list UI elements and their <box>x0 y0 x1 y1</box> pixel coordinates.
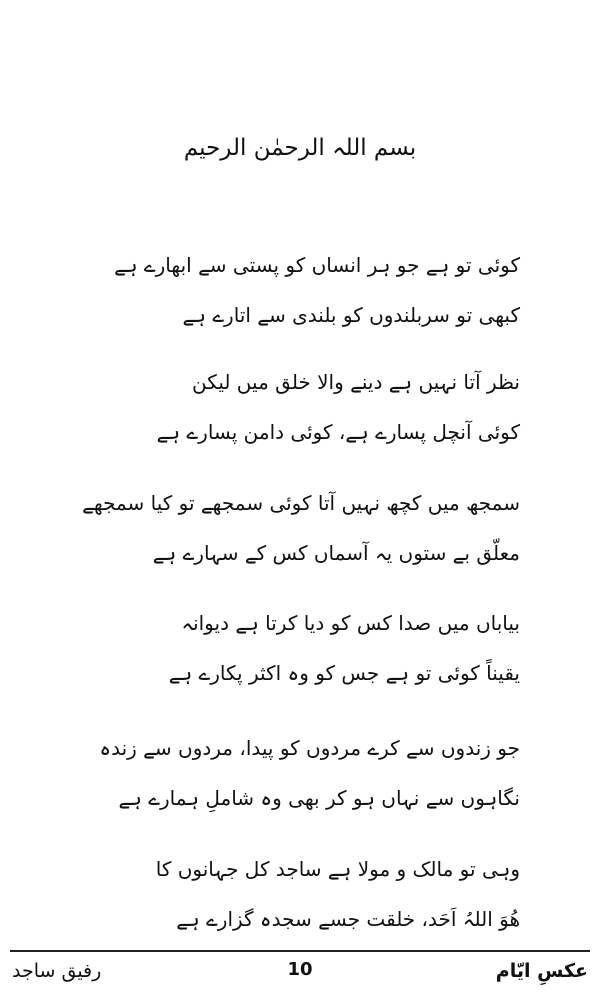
verse-line: نظر آتا نہیں ہے دینے والا خلق میں لیکن <box>192 370 520 394</box>
verse-line: جو زندوں سے کرے مردوں کو پیدا، مردوں سے زندہ <box>99 736 520 760</box>
verse-line: ھُوَ اللہُ اَحَد، خلقت جسے سجدہ گزارے ہے <box>176 907 520 931</box>
verse-line: معلّق بے ستوں یہ آسماں کس کے سہارے ہے <box>152 541 520 565</box>
verse-line: یقیناً کوئی تو ہے جس کو وہ اکثر پکارے ہے <box>168 661 520 685</box>
verse-line: کبھی تو سربلندوں کو بلندی سے اتارے ہے <box>182 303 520 327</box>
footer-book-title: عکسِ ایّام <box>495 960 588 982</box>
stanza-5 <box>100 723 520 823</box>
verse-line: نگاہوں سے نہاں ہو کر بھی وہ شاملِ ہمارے ہے <box>118 786 520 810</box>
page-number: 10 <box>287 959 313 980</box>
stanza-3 <box>82 478 520 578</box>
stanza-6 <box>100 844 520 944</box>
footer-divider <box>10 950 590 952</box>
verse-line: کوئی تو ہے جو ہر انساں کو پستی سے ابھارے ہے <box>114 253 520 277</box>
verse-line: سمجھ میں کچھ نہیں آتا کوئی سمجھے تو کیا سمجھے <box>82 491 520 515</box>
stanza-1 <box>100 240 520 340</box>
stanza-2 <box>100 357 520 457</box>
verse-line: بیاباں میں صدا کس کو دیا کرتا ہے دیوانہ <box>181 611 520 635</box>
verse-line: کوئی آنچل پسارے ہے، کوئی دامن پسارے ہے <box>156 420 520 444</box>
stanza-4 <box>100 598 520 698</box>
verse-line: وہی تو مالک و مولا ہے ساجد کل جہانوں کا <box>155 857 520 881</box>
footer-author: رفیق ساجد <box>12 960 102 982</box>
bismillah-heading: بسم اللہ الرحمٰن الرحیم <box>183 135 417 161</box>
